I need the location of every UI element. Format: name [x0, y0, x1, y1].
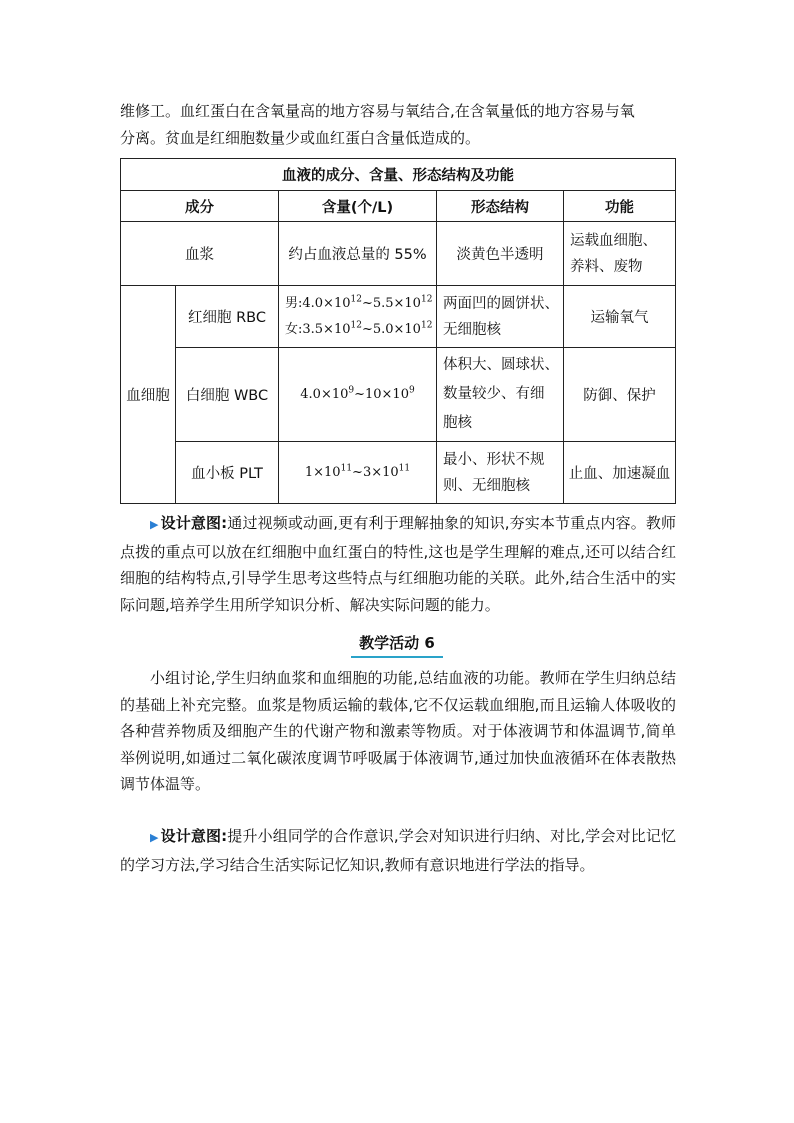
intro-line-2: 分离。贫血是红细胞数量少或血红蛋白含量低造成的。	[120, 128, 481, 147]
plt-function: 止血、加速凝血	[564, 442, 676, 504]
rbc-content	[279, 286, 437, 348]
rbc-name: 红细胞 RBC	[176, 286, 279, 348]
triangle-right-icon: ▶	[150, 518, 159, 531]
rbc-morphology: 两面凹的圆饼状、 无细胞核	[437, 286, 564, 348]
blood-components-table	[120, 158, 676, 504]
design-intent-label: 设计意图:	[160, 514, 228, 532]
wbc-function: 防御、保护	[564, 348, 676, 442]
table-row-rbc	[121, 286, 676, 348]
rbc-function: 运输氧气	[564, 286, 676, 348]
plasma-name: 血浆	[121, 222, 279, 286]
header-component: 成分	[121, 191, 279, 222]
wbc-morphology: 体积大、圆球状、 数量较少、有细 胞核	[437, 348, 564, 442]
activity-heading-wrap	[0, 632, 794, 658]
rbc-content-female: 女$:3.5\times 10^{12}\sim 5.0\times 10^{12}$	[285, 320, 433, 337]
plasma-morphology: 淡黄色半透明	[437, 222, 564, 286]
table-row-plasma	[121, 222, 676, 286]
triangle-right-icon: ▶	[150, 831, 159, 844]
design-intent-text: 提升小组同学的合作意识,学会对知识进行归纳、对比,学会对比记忆的学习方法,学习结合生活实际记忆知识,教师有意识地进行学法的指导。	[120, 827, 677, 874]
activity-paragraph: 小组讨论,学生归纳血浆和血细胞的功能,总结血液的功能。教师在学生归纳总结的基础上补充完整。血浆是物质运输的载体,它不仅运载血细胞,而且运输人体吸收的各种营养物质及细胞产生的代谢产物和激素等物质。对于体液调节和体温调节,简单举例说明,如通过二氧化碳浓度调节呼吸属于体液调节,通过加快血液循环在体表散热调节体温等。	[120, 669, 676, 793]
plt-content: $1\times 10^{11}\sim 3\times 10^{11}$	[279, 442, 437, 504]
wbc-content: $4.0\times 10^9\sim 10\times 10^9$	[279, 348, 437, 442]
plasma-content: 约占血液总量的 55%	[279, 222, 437, 286]
header-function: 功能	[564, 191, 676, 222]
intro-line-1: 维修工。血红蛋白在含氧量高的地方容易与氧结合,在含氧量低的地方容易与氧	[120, 102, 635, 120]
table-header-row	[121, 191, 676, 222]
plt-name: 血小板 PLT	[176, 442, 279, 504]
table-title: 血液的成分、含量、形态结构及功能	[121, 159, 676, 191]
header-morphology: 形态结构	[437, 191, 564, 222]
plasma-function: 运载血细胞、 养料、废物	[564, 222, 676, 286]
design-intent-2	[120, 823, 676, 878]
table-row-plt	[121, 442, 676, 504]
design-intent-1	[120, 510, 676, 618]
design-intent-label: 设计意图:	[160, 827, 228, 845]
design-intent-text: 通过视频或动画,更有利于理解抽象的知识,夯实本节重点内容。教师点拨的重点可以放在红细胞中血红蛋白的特性,这也是学生理解的难点,还可以结合红细胞的结构特点,引导学生思考这些特点与红细胞功能的关联。此外,结合生活中的实际问题,培养学生用所学知识分析、解决实际问题的能力。	[120, 514, 677, 614]
header-content: 含量(个/L)	[279, 191, 437, 222]
activity-heading: 教学活动 6	[351, 632, 443, 658]
plt-morphology: 最小、形状不规 则、无细胞核	[437, 442, 564, 504]
table-row-wbc	[121, 348, 676, 442]
blood-cells-label: 血细胞	[121, 286, 176, 504]
rbc-content-male: 男$:4.0\times 10^{12}\sim 5.5\times 10^{12}$	[285, 294, 433, 311]
wbc-name: 白细胞 WBC	[176, 348, 279, 442]
intro-paragraph	[120, 98, 676, 151]
table-title-row	[121, 159, 676, 191]
